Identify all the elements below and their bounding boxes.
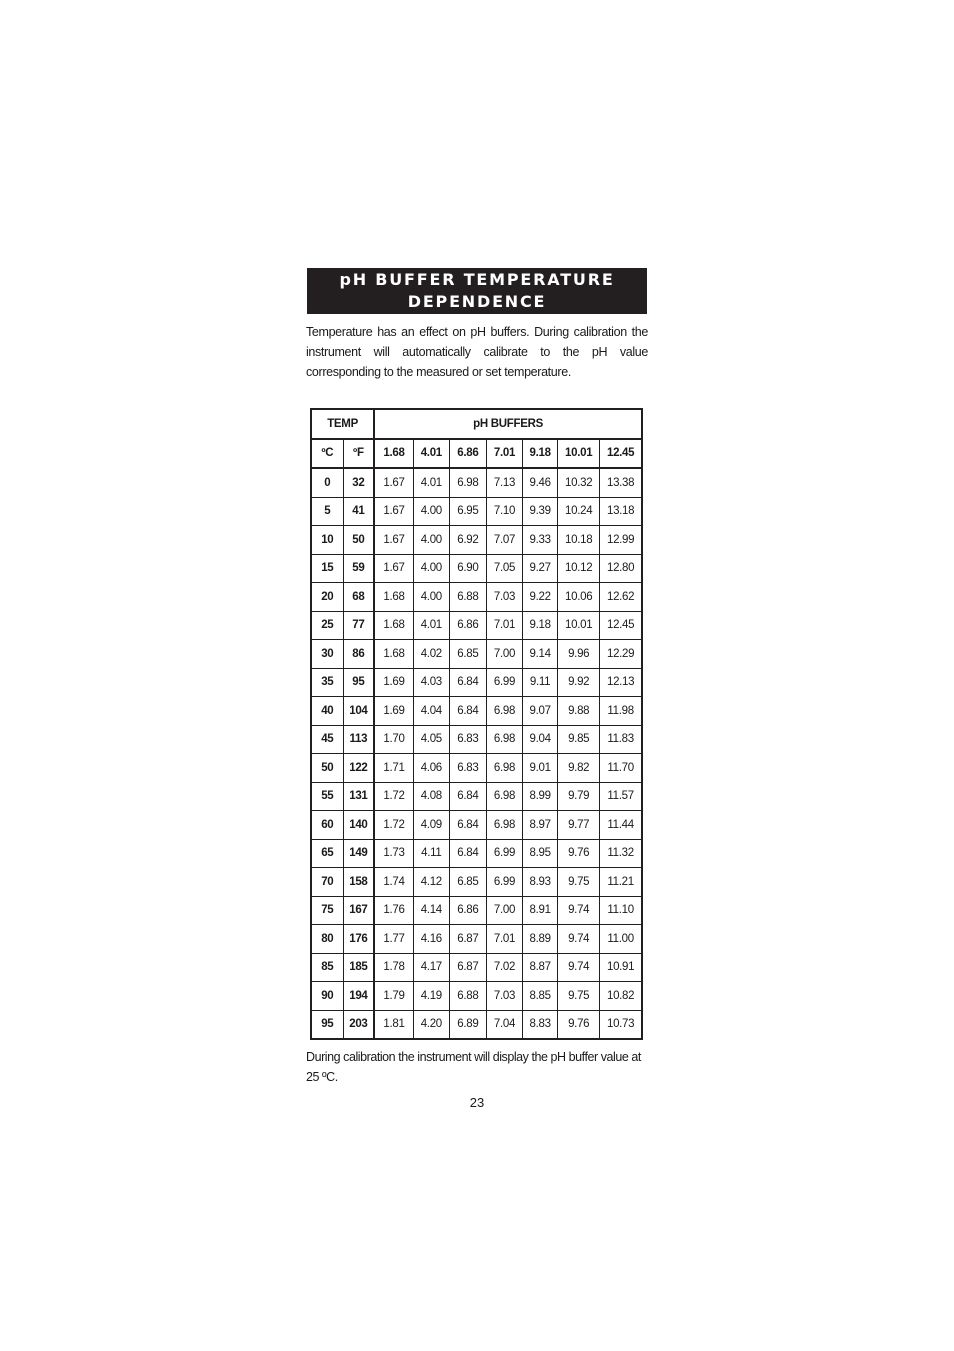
buffer-value-cell: 9.75 (558, 982, 600, 1011)
buffer-value-cell: 4.09 (413, 811, 449, 840)
buffer-value-cell: 12.45 (600, 611, 642, 640)
section-title (307, 268, 647, 314)
buffer-value-cell: 9.96 (558, 640, 600, 669)
temp-celsius-cell: 75 (311, 896, 343, 925)
temp-celsius-cell: 80 (311, 925, 343, 954)
temp-celsius-cell: 25 (311, 611, 343, 640)
unit-header-row (311, 439, 642, 469)
buffer-value-cell: 12.29 (600, 640, 642, 669)
temp-fahrenheit-cell: 95 (343, 668, 374, 697)
buffer-value-cell: 11.98 (600, 697, 642, 726)
table-row (311, 468, 642, 497)
buffer-value-cell: 1.71 (374, 754, 413, 783)
buffer-column-header: 4.01 (413, 439, 449, 469)
temp-fahrenheit-cell: 41 (343, 497, 374, 526)
buffer-value-cell: 9.75 (558, 868, 600, 897)
buffer-value-cell: 9.27 (523, 554, 558, 583)
table-row (311, 611, 642, 640)
temp-celsius-cell: 15 (311, 554, 343, 583)
buffer-value-cell: 4.06 (413, 754, 449, 783)
buffer-value-cell: 11.10 (600, 896, 642, 925)
buffer-value-cell: 9.76 (558, 839, 600, 868)
temp-celsius-cell: 40 (311, 697, 343, 726)
buffer-value-cell: 6.99 (486, 839, 522, 868)
celsius-header: ºC (311, 439, 343, 469)
temp-header: TEMP (311, 409, 374, 439)
buffer-value-cell: 6.98 (449, 468, 486, 497)
temp-celsius-cell: 35 (311, 668, 343, 697)
section-title-line-1: pH BUFFER TEMPERATURE (339, 270, 615, 289)
buffer-value-cell: 1.67 (374, 554, 413, 583)
table-row (311, 868, 642, 897)
temp-celsius-cell: 60 (311, 811, 343, 840)
buffer-value-cell: 7.07 (486, 526, 522, 555)
buffer-value-cell: 6.98 (486, 811, 522, 840)
buffer-value-cell: 10.32 (558, 468, 600, 497)
table-row (311, 839, 642, 868)
buffer-value-cell: 11.32 (600, 839, 642, 868)
buffer-value-cell: 8.93 (523, 868, 558, 897)
table-row (311, 1010, 642, 1039)
buffer-value-cell: 10.06 (558, 583, 600, 612)
buffer-value-cell: 9.77 (558, 811, 600, 840)
buffer-value-cell: 6.84 (449, 697, 486, 726)
buffer-value-cell: 9.39 (523, 497, 558, 526)
table-row (311, 526, 642, 555)
buffer-column-header: 10.01 (558, 439, 600, 469)
buffer-value-cell: 9.76 (558, 1010, 600, 1039)
buffer-value-cell: 7.01 (486, 611, 522, 640)
buffer-value-cell: 1.73 (374, 839, 413, 868)
buffer-value-cell: 11.57 (600, 782, 642, 811)
buffer-value-cell: 6.86 (449, 896, 486, 925)
temp-fahrenheit-cell: 59 (343, 554, 374, 583)
buffer-value-cell: 13.18 (600, 497, 642, 526)
buffer-value-cell: 11.21 (600, 868, 642, 897)
buffer-value-cell: 4.14 (413, 896, 449, 925)
temp-fahrenheit-cell: 194 (343, 982, 374, 1011)
buffer-value-cell: 12.80 (600, 554, 642, 583)
buffer-value-cell: 6.84 (449, 668, 486, 697)
temp-fahrenheit-cell: 68 (343, 583, 374, 612)
temp-celsius-cell: 10 (311, 526, 343, 555)
temp-fahrenheit-cell: 77 (343, 611, 374, 640)
buffer-value-cell: 8.91 (523, 896, 558, 925)
buffer-value-cell: 4.05 (413, 725, 449, 754)
buffer-value-cell: 1.69 (374, 668, 413, 697)
buffer-value-cell: 10.91 (600, 953, 642, 982)
table-row (311, 725, 642, 754)
buffer-column-header: 1.68 (374, 439, 413, 469)
buffer-value-cell: 1.67 (374, 468, 413, 497)
buffer-value-cell: 6.86 (449, 611, 486, 640)
temp-fahrenheit-cell: 86 (343, 640, 374, 669)
buffer-value-cell: 4.16 (413, 925, 449, 954)
ph-buffers-header: pH BUFFERS (374, 409, 642, 439)
buffer-value-cell: 9.74 (558, 896, 600, 925)
table-row (311, 754, 642, 783)
buffer-value-cell: 1.68 (374, 640, 413, 669)
buffer-value-cell: 7.00 (486, 896, 522, 925)
buffer-value-cell: 7.05 (486, 554, 522, 583)
buffer-value-cell: 6.87 (449, 953, 486, 982)
section-title-line-2: DEPENDENCE (407, 292, 547, 311)
table-row (311, 982, 642, 1011)
buffer-value-cell: 1.77 (374, 925, 413, 954)
table-row (311, 640, 642, 669)
buffer-column-header: 9.18 (523, 439, 558, 469)
temp-fahrenheit-cell: 176 (343, 925, 374, 954)
buffer-value-cell: 12.99 (600, 526, 642, 555)
calibration-note: During calibration the instrument will display the pH buffer value at 25 ºC. (306, 1050, 641, 1084)
buffer-value-cell: 9.11 (523, 668, 558, 697)
temp-fahrenheit-cell: 149 (343, 839, 374, 868)
buffer-value-cell: 4.12 (413, 868, 449, 897)
temp-fahrenheit-cell: 167 (343, 896, 374, 925)
table-row (311, 896, 642, 925)
buffer-value-cell: 6.85 (449, 640, 486, 669)
temp-fahrenheit-cell: 104 (343, 697, 374, 726)
buffer-value-cell: 9.82 (558, 754, 600, 783)
page-number: 23 (469, 1095, 485, 1110)
temp-celsius-cell: 55 (311, 782, 343, 811)
buffer-value-cell: 7.03 (486, 982, 522, 1011)
ph-buffer-table (310, 408, 643, 1040)
buffer-value-cell: 1.67 (374, 526, 413, 555)
buffer-value-cell: 6.89 (449, 1010, 486, 1039)
buffer-value-cell: 7.04 (486, 1010, 522, 1039)
table-row (311, 554, 642, 583)
buffer-value-cell: 11.70 (600, 754, 642, 783)
buffer-value-cell: 8.83 (523, 1010, 558, 1039)
buffer-value-cell: 6.84 (449, 782, 486, 811)
buffer-value-cell: 8.87 (523, 953, 558, 982)
temp-celsius-cell: 30 (311, 640, 343, 669)
buffer-value-cell: 9.74 (558, 953, 600, 982)
buffer-value-cell: 13.38 (600, 468, 642, 497)
buffer-value-cell: 6.99 (486, 668, 522, 697)
buffer-value-cell: 1.67 (374, 497, 413, 526)
buffer-value-cell: 6.88 (449, 982, 486, 1011)
buffer-value-cell: 6.85 (449, 868, 486, 897)
buffer-value-cell: 1.72 (374, 811, 413, 840)
temp-fahrenheit-cell: 140 (343, 811, 374, 840)
table-row (311, 925, 642, 954)
buffer-value-cell: 9.14 (523, 640, 558, 669)
temp-fahrenheit-cell: 113 (343, 725, 374, 754)
temp-celsius-cell: 90 (311, 982, 343, 1011)
buffer-value-cell: 9.46 (523, 468, 558, 497)
buffer-value-cell: 9.74 (558, 925, 600, 954)
temp-celsius-cell: 5 (311, 497, 343, 526)
buffer-value-cell: 11.44 (600, 811, 642, 840)
buffer-value-cell: 1.74 (374, 868, 413, 897)
buffer-value-cell: 1.76 (374, 896, 413, 925)
buffer-value-cell: 9.88 (558, 697, 600, 726)
temp-fahrenheit-cell: 131 (343, 782, 374, 811)
buffer-value-cell: 1.79 (374, 982, 413, 1011)
buffer-value-cell: 10.18 (558, 526, 600, 555)
buffer-value-cell: 1.78 (374, 953, 413, 982)
buffer-value-cell: 9.04 (523, 725, 558, 754)
temp-fahrenheit-cell: 158 (343, 868, 374, 897)
buffer-value-cell: 4.08 (413, 782, 449, 811)
buffer-value-cell: 10.01 (558, 611, 600, 640)
temp-fahrenheit-cell: 122 (343, 754, 374, 783)
buffer-value-cell: 6.83 (449, 754, 486, 783)
buffer-value-cell: 9.01 (523, 754, 558, 783)
temp-fahrenheit-cell: 32 (343, 468, 374, 497)
table-row (311, 953, 642, 982)
table-body (311, 468, 642, 1039)
buffer-value-cell: 7.00 (486, 640, 522, 669)
buffer-value-cell: 7.10 (486, 497, 522, 526)
buffer-value-cell: 4.04 (413, 697, 449, 726)
buffer-value-cell: 9.07 (523, 697, 558, 726)
buffer-value-cell: 1.68 (374, 583, 413, 612)
buffer-value-cell: 6.87 (449, 925, 486, 954)
table-row (311, 668, 642, 697)
buffer-value-cell: 9.85 (558, 725, 600, 754)
buffer-value-cell: 4.01 (413, 468, 449, 497)
buffer-value-cell: 6.99 (486, 868, 522, 897)
buffer-value-cell: 12.13 (600, 668, 642, 697)
table-row (311, 497, 642, 526)
buffer-value-cell: 7.03 (486, 583, 522, 612)
buffer-value-cell: 6.98 (486, 697, 522, 726)
buffer-value-cell: 4.17 (413, 953, 449, 982)
buffer-value-cell: 6.84 (449, 839, 486, 868)
buffer-value-cell: 1.81 (374, 1010, 413, 1039)
buffer-value-cell: 1.68 (374, 611, 413, 640)
buffer-column-header: 12.45 (600, 439, 642, 469)
buffer-value-cell: 1.72 (374, 782, 413, 811)
temp-fahrenheit-cell: 203 (343, 1010, 374, 1039)
buffer-value-cell: 10.24 (558, 497, 600, 526)
buffer-value-cell: 6.88 (449, 583, 486, 612)
buffer-value-cell: 6.98 (486, 725, 522, 754)
buffer-value-cell: 7.13 (486, 468, 522, 497)
table-row (311, 583, 642, 612)
buffer-value-cell: 4.02 (413, 640, 449, 669)
buffer-value-cell: 6.98 (486, 782, 522, 811)
buffer-value-cell: 4.19 (413, 982, 449, 1011)
buffer-column-header: 7.01 (486, 439, 522, 469)
buffer-value-cell: 8.99 (523, 782, 558, 811)
buffer-value-cell: 11.00 (600, 925, 642, 954)
buffer-value-cell: 6.84 (449, 811, 486, 840)
buffer-value-cell: 9.79 (558, 782, 600, 811)
buffer-value-cell: 1.69 (374, 697, 413, 726)
buffer-value-cell: 6.95 (449, 497, 486, 526)
buffer-value-cell: 8.89 (523, 925, 558, 954)
buffer-value-cell: 7.01 (486, 925, 522, 954)
buffer-value-cell: 9.33 (523, 526, 558, 555)
buffer-value-cell: 6.92 (449, 526, 486, 555)
buffer-value-cell: 4.00 (413, 554, 449, 583)
buffer-value-cell: 9.18 (523, 611, 558, 640)
temp-celsius-cell: 50 (311, 754, 343, 783)
buffer-value-cell: 10.82 (600, 982, 642, 1011)
buffer-value-cell: 1.70 (374, 725, 413, 754)
buffer-value-cell: 4.01 (413, 611, 449, 640)
buffer-value-cell: 8.85 (523, 982, 558, 1011)
buffer-value-cell: 7.02 (486, 953, 522, 982)
buffer-value-cell: 4.00 (413, 526, 449, 555)
buffer-value-cell: 6.90 (449, 554, 486, 583)
buffer-value-cell: 4.11 (413, 839, 449, 868)
temp-fahrenheit-cell: 50 (343, 526, 374, 555)
fahrenheit-header: ºF (343, 439, 374, 469)
buffer-value-cell: 6.83 (449, 725, 486, 754)
temp-celsius-cell: 70 (311, 868, 343, 897)
buffer-value-cell: 4.03 (413, 668, 449, 697)
buffer-value-cell: 12.62 (600, 583, 642, 612)
table-row (311, 697, 642, 726)
buffer-value-cell: 11.83 (600, 725, 642, 754)
temp-celsius-cell: 20 (311, 583, 343, 612)
temp-celsius-cell: 0 (311, 468, 343, 497)
buffer-value-cell: 4.00 (413, 497, 449, 526)
buffer-value-cell: 8.97 (523, 811, 558, 840)
temp-celsius-cell: 45 (311, 725, 343, 754)
buffer-value-cell: 10.73 (600, 1010, 642, 1039)
buffer-value-cell: 10.12 (558, 554, 600, 583)
buffer-column-header: 6.86 (449, 439, 486, 469)
intro-paragraph: Temperature has an effect on pH buffers. During calibration the instrument will automatically calibrate to the pH value corresponding to the measured or set temperature. (306, 325, 648, 379)
table-row (311, 782, 642, 811)
buffer-value-cell: 9.92 (558, 668, 600, 697)
buffer-value-cell: 4.00 (413, 583, 449, 612)
temp-fahrenheit-cell: 185 (343, 953, 374, 982)
temp-celsius-cell: 95 (311, 1010, 343, 1039)
buffer-value-cell: 9.22 (523, 583, 558, 612)
buffer-value-cell: 8.95 (523, 839, 558, 868)
temp-celsius-cell: 65 (311, 839, 343, 868)
table-row (311, 811, 642, 840)
buffer-value-cell: 4.20 (413, 1010, 449, 1039)
temp-celsius-cell: 85 (311, 953, 343, 982)
buffer-value-cell: 6.98 (486, 754, 522, 783)
